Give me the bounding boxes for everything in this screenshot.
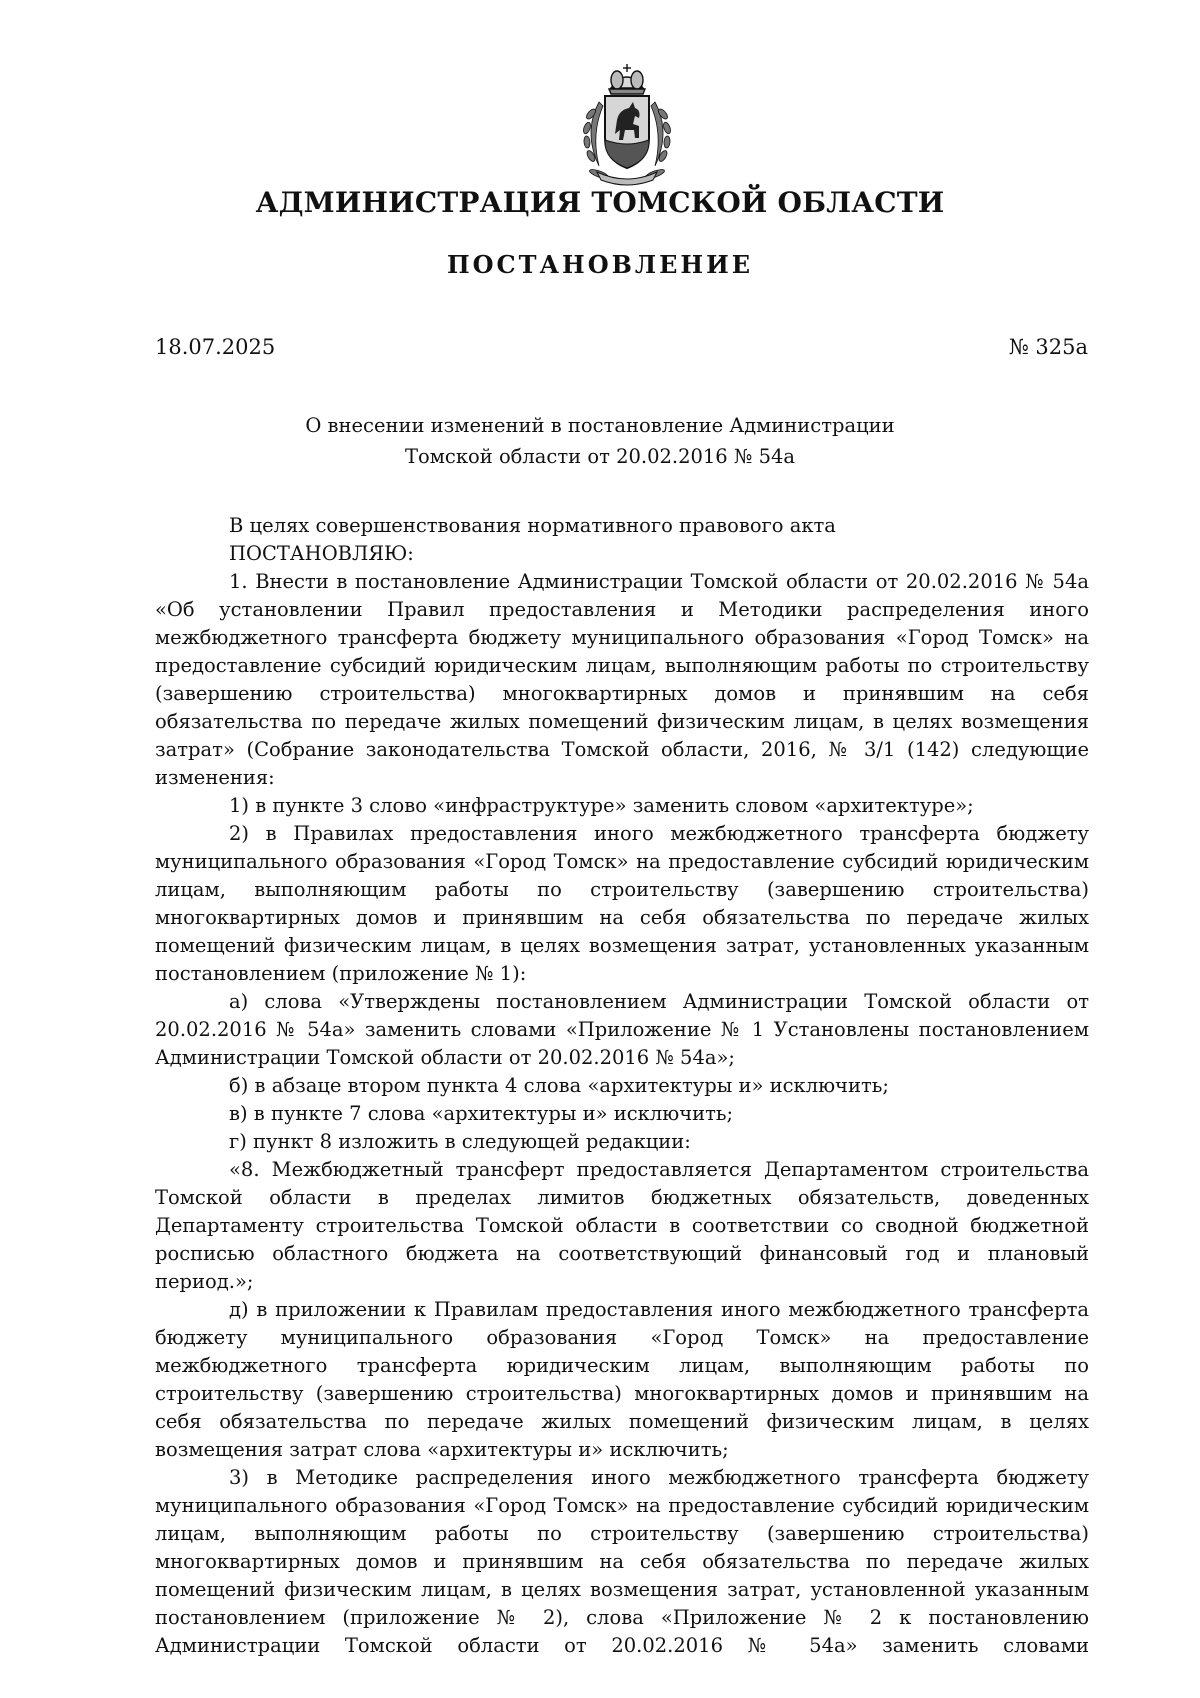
paragraph-subitem-2g: г) пункт 8 изложить в следующей редакции: [229,1130,691,1153]
paragraph-subitem-2: 2) в Правилах предоставления иного межбюджетного трансферта бюджету муниципального образования «Город Томск» на предоставление субсидий юридическим лицам, выполняющим работы по строительству (завершению строительства) многоквартирных домов и принявшим на себя обязательства по передаче жилых помещений физическим лицам, в целях возмещения затрат, установленных указанным постановлением (приложение № 1): [155,822,1089,985]
paragraph-item-1: 1. Внести в постановление Администрации Томской области от 20.02.2016 № 54а «Об установлении Правил предоставления и Методики распределения иного межбюджетного трансферта бюджету муниципального образования «Город Томск» на предоставление субсидий юридическим лицам, выполняющим работы по строительству (завершению строительства) многоквартирных домов и принявшим на себя обязательства по передаче жилых помещений физическим лицам, в целях возмещения затрат» (Собрание законодательства Томской области, 2016, № 3/1 (142) следующие изменения: [155,570,1089,789]
paragraph-subitem-1: 1) в пункте 3 слово «инфраструктуре» заменить словом «архитектуре»; [229,794,974,817]
paragraph-subitem-2d: д) в приложении к Правилам предоставления иного межбюджетного трансферта бюджету муниципального образования «Город Томск» на предоставление межбюджетного трансферта юридическим лицам, выполняющим работы по строительству (завершению строительства) многоквартирных домов и принявшим на себя обязательства по передаче жилых помещений физическим лицам, в целях возмещения затрат слова «архитектуры и» исключить; [155,1298,1089,1461]
paragraph-subitem-2a: а) слова «Утверждены постановлением Администрации Томской области от 20.02.2016 № 54а» заменить словами «Приложение № 1 Установлены постановлением Администрации Томской области от 20.02.2016 № 54а»; [155,990,1089,1069]
paragraph-quoted-item-8: «8. Межбюджетный трансферт предоставляется Департаментом строительства Томской области в пределах лимитов бюджетных обязательств, доведенных Департаменту строительства Томской области в соответствии со сводной бюджетной росписью областного бюджета на соответствующий финансовый год и плановый период.»; [155,1158,1089,1293]
paragraph-subitem-2v: в) в пункте 7 слова «архитектуры и» исключить; [229,1102,734,1125]
organization-title: АДМИНИСТРАЦИЯ ТОМСКОЙ ОБЛАСТИ [255,186,945,219]
document-subject [0,410,1200,472]
tomsk-oblast-coat-of-arms-icon [573,62,681,188]
preamble: В целях совершенствования нормативного правового акта [229,514,836,537]
resolution-keyword: ПОСТАНОВЛЯЮ: [229,542,414,565]
paragraph-subitem-2b: б) в абзаце втором пункта 4 слова «архитектуры и» исключить; [229,1074,889,1097]
document-body [155,512,1089,1660]
subject-line: Томской области от 20.02.2016 № 54а [404,445,796,468]
document-date: 18.07.2025 [155,335,276,359]
paragraph-subitem-3: 3) в Методике распределения иного межбюджетного трансферта бюджету муниципального образования «Город Томск» на предоставление субсидий юридическим лицам, выполняющим работы по строительству (завершению строительства) многоквартирных домов и принявшим на себя обязательства по передаче жилых помещений физическим лицам, в целях возмещения затрат, установленной указанным постановлением (приложение № 2), слова «Приложение № 2 к постановлению Администрации Томской области от 20.02.2016 № 54а» заменить словами [155,1466,1089,1657]
document-number: № 325а [1008,335,1088,359]
subject-line: О внесении изменений в постановление Администрации [305,414,895,437]
document-type: ПОСТАНОВЛЕНИЕ [446,250,754,279]
